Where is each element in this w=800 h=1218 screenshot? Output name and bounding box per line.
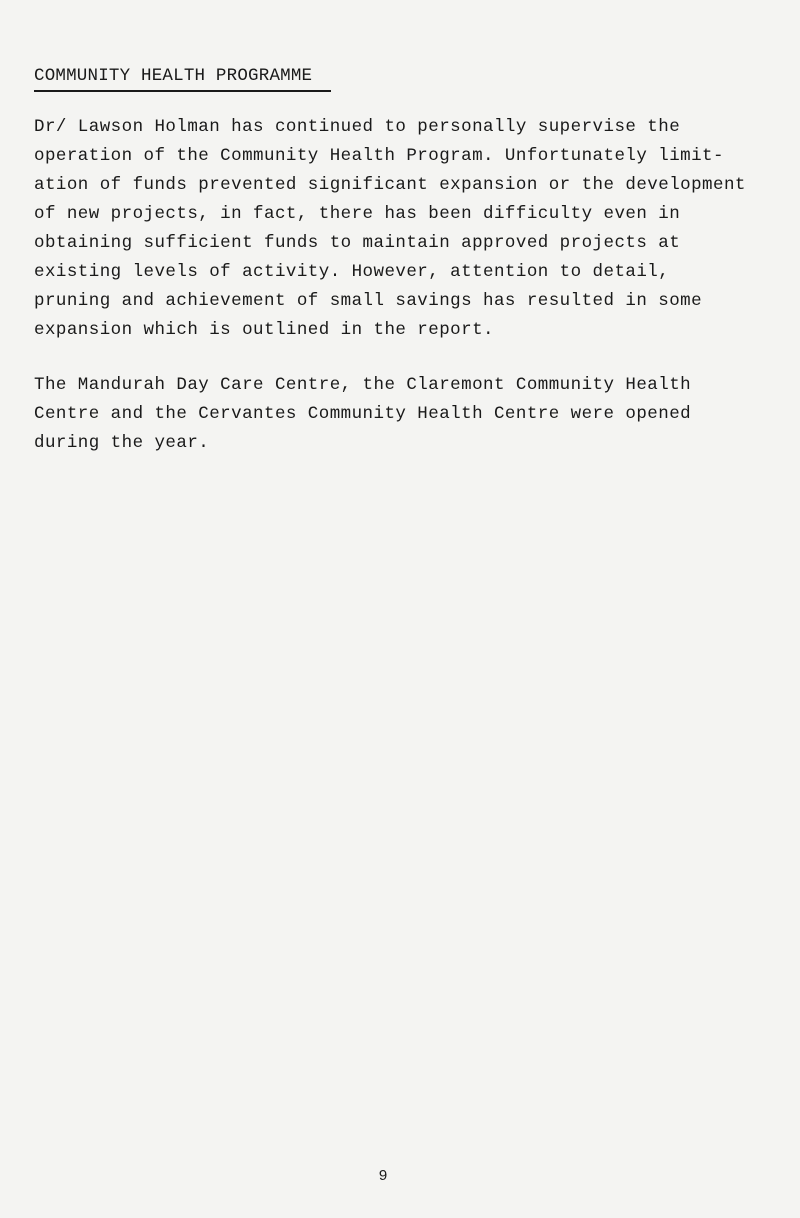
paragraph-centres-opened: The Mandurah Day Care Centre, the Claremont Community Health Centre and the Cervantes Community Health Centre were opened during the year. xyxy=(34,375,692,453)
paragraph-funding: Dr/ Lawson Holman has continued to personally supervise the operation of the Community Health Program. Unfortunately limit- ation of funds prevented significant expansion or the development of new projects, in fact, there has been difficulty even in obtaining sufficient funds to maintain approved projects at existing levels of activity. However, attention to detail, pruning and achievement of small savings has resulted in some expansion which is outlined in the report. xyxy=(34,117,746,340)
heading-underline xyxy=(34,90,331,92)
section-heading: COMMUNITY HEALTH PROGRAMME xyxy=(34,66,313,86)
page-number: 9 xyxy=(378,1167,388,1184)
